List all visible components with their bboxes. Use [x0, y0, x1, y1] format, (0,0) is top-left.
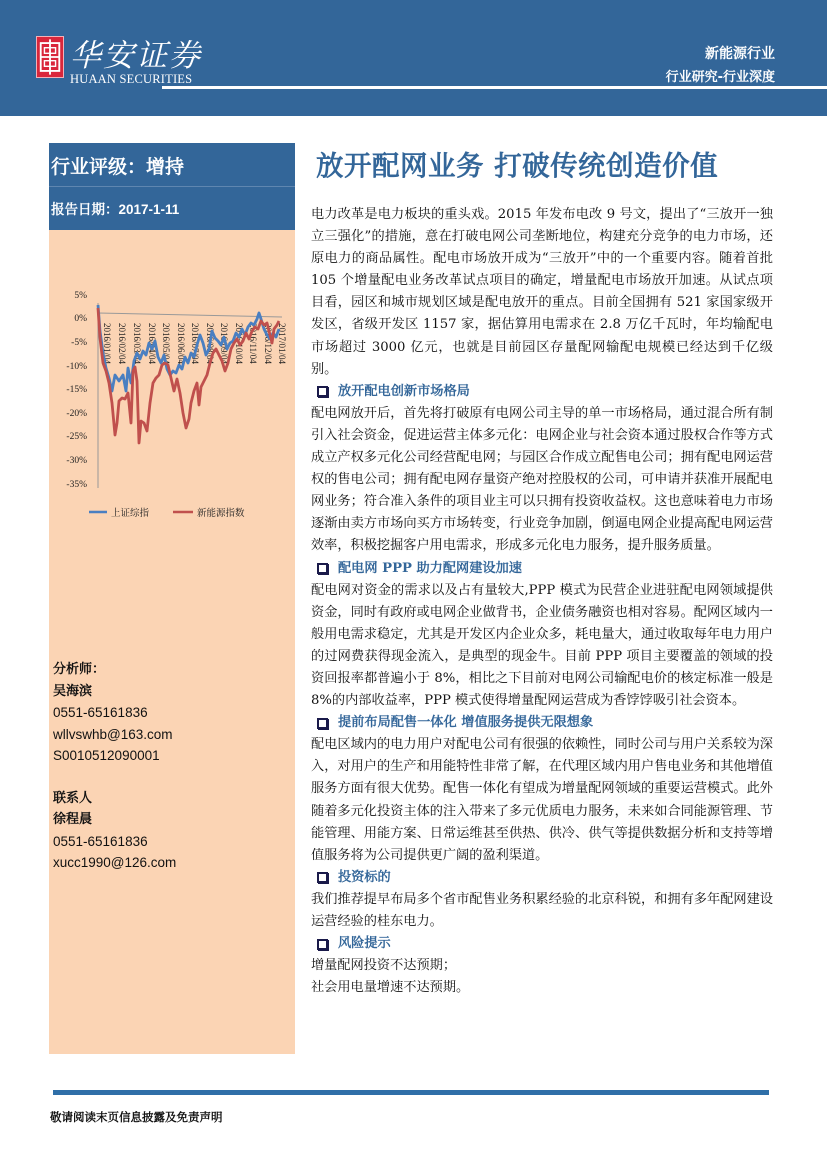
report-date-value: 2017-1-11	[118, 202, 180, 217]
section-heading: 投资标的	[311, 867, 773, 889]
analyst-label: 分析师：	[53, 662, 106, 677]
report-date-label: 报告日期：	[51, 202, 119, 218]
y-axis-ticks	[66, 291, 87, 490]
analyst-email[interactable]: wllvswhb@163.com	[53, 726, 173, 742]
svg-text:-5%: -5%	[71, 338, 87, 348]
checkbox-bullet-icon	[317, 872, 328, 883]
report-type-label: 行业研究-行业深度	[665, 70, 775, 85]
svg-text:2016/02/04: 2016/02/04	[117, 323, 127, 365]
checkbox-bullet-icon	[317, 718, 328, 729]
footer-disclaimer: 敬请阅读末页信息披露及免责声明	[50, 1110, 223, 1124]
svg-text:2016/10/04: 2016/10/04	[234, 323, 244, 365]
analyst-name: 吴海滨	[53, 683, 93, 699]
svg-text:2016/06/04: 2016/06/04	[176, 323, 186, 365]
svg-text:-20%: -20%	[66, 409, 87, 419]
svg-text:-15%: -15%	[66, 385, 87, 395]
svg-text:0%: 0%	[74, 314, 87, 324]
svg-text:2016/01/04: 2016/01/04	[102, 323, 112, 365]
index-performance-chart	[49, 283, 295, 523]
logo-english-name: HUAAN SECURITIES	[70, 72, 193, 86]
section-paragraph: 配电网对资金的需求以及占有量较大,PPP 模式为民营企业进驻配电网领域提供资金，同时有政府或电网企业做背书，企业债务融资也相对容易。配网区域内一般用电需求稳定，尤其是开发区内企业众多，耗电量大，通过收取每年电力用户的过网费获得现金流入，是典型的现金牛。目前 PPP 项目主要覆盖的领域的投资回报率都普遍小于 8%，相比之下目前对电网公司输配电价的核定标准一般是 8%的内部收益率，PPP 模式使得增量配网运营成为香饽饽吸引社会资本。	[311, 582, 773, 709]
contact-label: 联系人	[53, 790, 93, 806]
footer-divider	[53, 1090, 769, 1095]
section-paragraph: 配电网放开后，首先将打破原有电网公司主导的单一市场格局，通过混合所有制引入社会资金，促进运营主体多元化：电网企业与社会资本通过股权合作等方式成立产权多元化公司经营配电网；与园区合作成立配售电公司；拥有配电网运营权的售电公司；拥有配电网存量资产绝对控股权的公司，可申请并获准开展配电网业务；符合准入条件的项目业主可以只拥有投资收益权。这也意味着电力市场逐渐由卖方市场向买方市场转变，行业竞争加剧，倒逼电网企业提高配电网运营效率，积极挖掘客户用电需求，形成多元化电力服务，提升服务质量。	[311, 405, 773, 554]
svg-text:2016/03/04: 2016/03/04	[132, 323, 142, 365]
checkbox-bullet-icon	[317, 939, 328, 950]
section-heading: 提前布局配售一体化 增值服务提供无限想象	[311, 712, 773, 734]
section-heading: 配电网 PPP 助力配网建设加速	[311, 558, 773, 580]
svg-text:5%: 5%	[74, 291, 87, 301]
analyst-certificate: S0010512090001	[53, 748, 160, 763]
svg-text:-10%: -10%	[66, 362, 87, 372]
svg-text:2016/09/04: 2016/09/04	[219, 323, 229, 365]
section-heading: 放开配电创新市场格局	[311, 381, 773, 403]
risk-line: 增量配网投资不达预期；	[311, 958, 457, 974]
huaan-logo-icon	[36, 36, 64, 78]
svg-text:上证综指: 上证综指	[111, 509, 150, 519]
logo-chinese-name: 华安证券	[70, 38, 202, 74]
contact-name: 徐程晨	[53, 812, 93, 827]
analyst-contacts	[53, 659, 176, 874]
chart-legend	[89, 507, 245, 519]
svg-text:-25%: -25%	[66, 432, 87, 442]
report-body	[311, 204, 773, 999]
analyst-phone: 0551-65161836	[53, 705, 148, 720]
section-paragraph: 配电区域内的电力用户对配电公司有很强的依赖性，同时公司与用户关系较为深入，对用户的生产和用能特性非常了解，在代理区域内用户售电业务和其他增值服务方面有很大优势。配售一体化有望成为增量配网领域的重要运营模式。此外随着多元化投资主体的注入带来了多元优质电力服务，未来如合同能源管理、节能管理、用能方案、日常运维甚至供热、供冷、供气等提供数据分析和支持等增值服务将为公司提供更广阔的盈利渠道。	[311, 737, 773, 863]
industry-label: 新能源行业	[705, 46, 775, 62]
report-title: 放开配网业务 打破传统创造价值	[316, 150, 719, 182]
section-paragraph: 我们推荐提早布局多个省市配售业务积累经验的北京科锐，和拥有多年配网建设运营经验的桂东电力。	[311, 891, 773, 929]
intro-paragraph: 电力改革是电力板块的重头戏。2015 年发布电改 9 号文，提出了“三放开一独立三强化”的措施，意在打破电网公司垄断地位，构建充分竞争的电力市场，还原电力的商品属性。配电市场放开成为“三放开”中的一个重要内容。随着首批 105 个增量配电业务改革试点项目的确定，增量配电市场放开加速。从试点项目看，园区和城市规划区域是配电放开的重点。目前全国拥有 521 家国家级开发区，省级开发区 1157 家，据估算用电需求在 2.8 万亿千瓦时，年均输配电市场超过 3000 亿元，也就是目前园区存量配网输配电规模已经达到千亿级别。	[311, 207, 773, 377]
contact-email[interactable]: xucc1990@126.com	[53, 855, 177, 870]
section-heading: 风险提示	[311, 933, 773, 955]
report-date-box	[49, 187, 295, 230]
svg-text:2016/07/04: 2016/07/04	[190, 323, 200, 365]
report-header	[0, 0, 827, 116]
risk-line: 社会用电量增速不达预期。	[311, 980, 470, 996]
sidebar	[49, 143, 295, 1054]
svg-text:-35%: -35%	[66, 480, 87, 490]
svg-text:2016/04/04: 2016/04/04	[147, 323, 157, 365]
industry-rating: 行业评级：增持	[51, 156, 185, 178]
svg-text:2016/08/04: 2016/08/04	[205, 323, 215, 365]
svg-text:2016/12/04: 2016/12/04	[263, 323, 273, 365]
svg-text:2017/01/04: 2017/01/04	[277, 323, 287, 365]
svg-text:-30%: -30%	[66, 456, 87, 466]
svg-text:2016/11/04: 2016/11/04	[248, 323, 258, 364]
contact-phone: 0551-65161836	[53, 833, 148, 849]
checkbox-bullet-icon	[317, 563, 328, 574]
checkbox-bullet-icon	[317, 386, 328, 397]
svg-text:2016/05/04: 2016/05/04	[161, 323, 171, 365]
rating-box	[49, 143, 295, 187]
svg-text:新能源指数: 新能源指数	[197, 509, 245, 519]
header-divider	[162, 86, 827, 89]
